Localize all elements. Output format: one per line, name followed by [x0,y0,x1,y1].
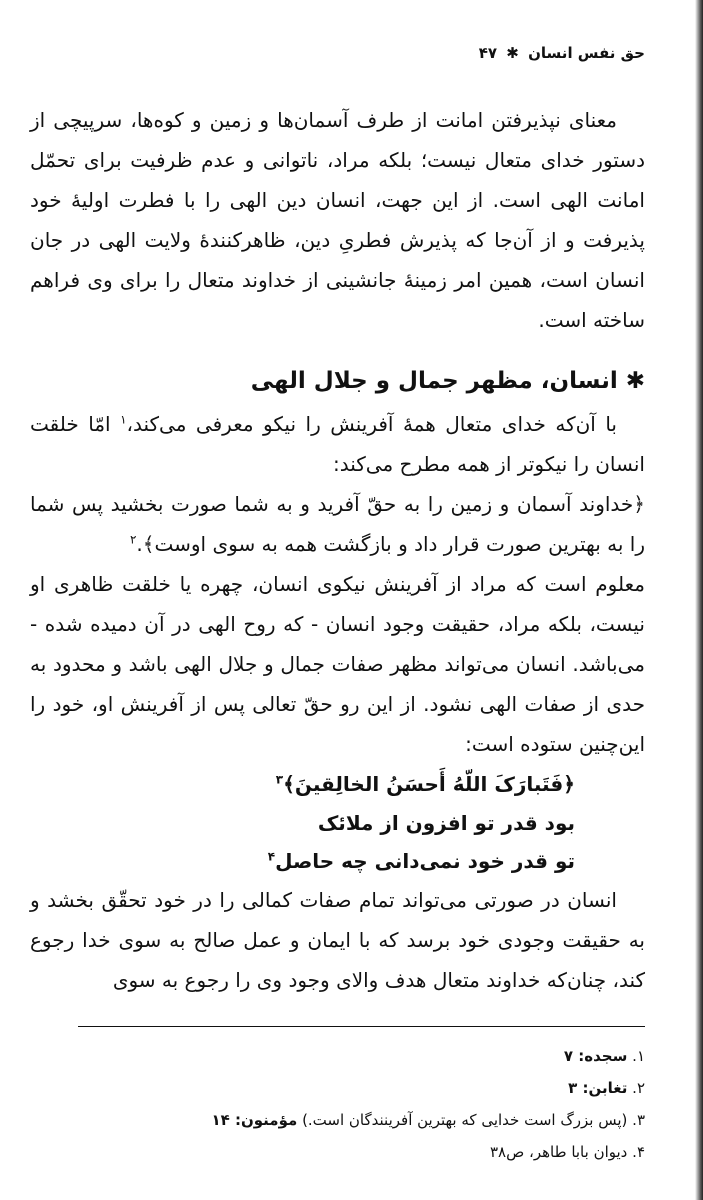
footnote-2 [30,1072,645,1104]
quran-translation-quote [30,484,645,564]
running-header [479,44,645,62]
footnote-ref-1: ۱ [120,412,127,427]
quote-text: ﴿خداوند آسمان و زمین را به حقّ آفرید و به شما صورت بخشید پس شما را به بهترین صورت قرار داد و بازگشت همه به سوی اوست﴾. [30,492,645,556]
poem-verse-1: بود قدر تو افزون از ملائک [317,811,575,835]
paragraph-2-text-cont: امّا خلقت انسان را نیکوتر از همه مطرح می‌کند: [30,412,645,476]
footnote-number: ۴. [632,1143,645,1161]
footnotes [30,1040,645,1168]
footnote-number: ۲. [632,1079,645,1097]
footnote-text: سجده: ۷ [563,1047,628,1065]
poem-verse-2 [30,842,645,880]
paragraph-2 [30,404,645,484]
footnote-number: ۳. [632,1111,645,1129]
poem-verse-2-text: تو قدر خود نمی‌دانی چه حاصل [275,849,575,873]
footnote-4 [30,1136,645,1168]
footnote-ref-2: ۲ [129,532,137,547]
footnote-ref-4: ۴ [267,849,276,864]
paragraph-2-text: با آن‌که خدای متعال همهٔ آفرینش را نیکو معرفی می‌کند، [126,412,617,436]
paragraph-4: انسان در صورتی می‌تواند تمام صفات کمالی را در خود تحقّق بخشد و به حقیقت وجودی خود برسد که با ایمان و عمل صالح به سوی خدا رجوع کند، چنان‌که خداوند متعال هدف والای وجود وی را رجوع به سوی [30,888,645,992]
page-binding-edge [695,0,703,1200]
footnote-divider [78,1026,645,1027]
paragraph-3: معلوم است که مراد از آفرینش نیکوی انسان، چهره یا خلقت ظاهری او نیست، بلکه مراد، حقیقت وجود انسان - که روح الهی در آن دمیده شده - می‌باشد. انسان می‌تواند مظهر صفات جمال و جلال الهی باشد و محدود به حدی از صفات الهی نشود. از این رو حقّ تعالی پس از آفرینش او، خود را این‌چنین ستوده است: [30,572,645,756]
footnote-ref-3: ۳ [275,772,284,787]
page-number: ۴۷ [478,44,498,62]
footnote-text: تغابن: ۳ [568,1079,628,1097]
section-heading: ✱ انسان، مظهر جمال و جلال الهی [250,368,645,394]
header-separator-icon: ✱ [506,44,519,62]
header-title: حق نفس انسان [528,44,645,62]
footnote-number: ۱. [632,1047,645,1065]
footnote-text: (پس بزرگ است خدایی که بهترین آفرینندگان است.) [302,1111,628,1129]
footnote-text: دیوان بابا طاهر، ص۳۸ [489,1143,628,1161]
body-text [30,100,645,1000]
quran-ayah [30,764,645,804]
ayah-text: ﴿فَتَبارَکَ اللّهُ أَحسَنُ الخالِقینَ﴾ [283,772,575,796]
paragraph-1: معنای نپذیرفتن امانت از طرف آسمان‌ها و زمین و کوه‌ها، سرپیچی از دستور خدای متعال نیست؛ بلکه مراد، ناتوانی و عدم ظرفیت برای تحمّل امانت الهی است. از این جهت، انسان دین الهی را با فطرت اولیهٔ خود پذیرفت و از آن‌جا که پذیرش فطریِ دین، ظاهرکنندهٔ ولایت الهی در جان انسان است، همین امر زمینهٔ جانشینی از خداوند متعال را برای وی فراهم ساخته است. [30,108,645,332]
footnote-source: مؤمنون: ۱۴ [211,1111,298,1129]
footnote-1 [30,1040,645,1072]
footnote-3 [30,1104,645,1136]
